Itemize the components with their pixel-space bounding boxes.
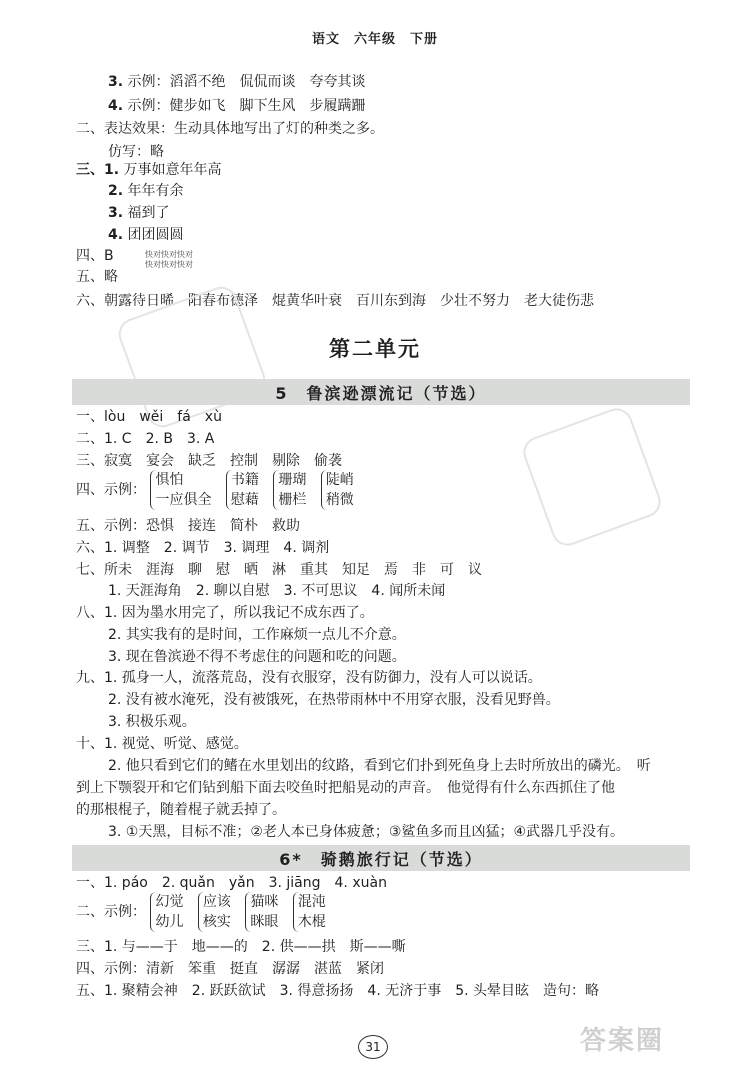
answer-line: 四、示例：清新 笨重 挺直 潺潺 湛蓝 紧闭: [76, 961, 384, 977]
answer-line: 2. 年年有余: [108, 183, 184, 199]
answer-line: 到上下颚裂开和它们钻到船下面去咬鱼时把船晃动的声音。 他觉得有什么东西抓住了他: [76, 780, 615, 796]
answer-line: 三、1. 与——于 地——的 2. 供——拱 斯——嘶: [76, 939, 406, 955]
page-number: 31: [358, 1035, 388, 1059]
word-groups: 四、示例： 惧怕 一应俱全 书籍 慰藉 珊瑚 栅栏 陡峭 稍微: [76, 472, 354, 508]
answer-line: 3. 福到了: [108, 205, 170, 221]
watermark-stamp: [519, 404, 665, 550]
answer-line: 四、B: [76, 248, 114, 264]
answer-line: 3. 积极乐观。: [108, 714, 196, 730]
answer-line: 五、示例：恐惧 接连 简朴 救助: [76, 518, 300, 534]
word-groups: 二、示例： 幻觉 幼儿 应该 核实 猫咪 眯眼 混沌 木棍: [76, 894, 326, 930]
answer-line: 2. 他只看到它们的鳍在水里划出的纹路，看到它们扑到死鱼身上去时所放出的磷光。 听: [108, 758, 651, 774]
lesson-title-banner: 6* 骑鹅旅行记（节选）: [72, 845, 690, 871]
answer-line: 4. 示例：健步如飞 脚下生风 步履蹒跚: [108, 98, 366, 114]
answer-line: 3. 示例：滔滔不绝 侃侃而谈 夸夸其谈: [108, 74, 366, 90]
answer-line: 五、1. 聚精会神 2. 跃跃欲试 3. 得意扬扬 4. 无济于事 5. 头晕目眩 造句：略: [76, 983, 600, 999]
answer-line: 九、1. 孤身一人，流落荒岛，没有衣服穿，没有防御力，没有人可以说话。: [76, 670, 542, 686]
answer-line: 1. 天涯海角 2. 聊以自慰 3. 不可思议 4. 闻所未闻: [108, 583, 446, 599]
answer-line: 一、1. páo 2. quǎn yǎn 3. jiāng 4. xuàn: [76, 875, 387, 891]
answer-line: 七、所未 涯海 聊 慰 晒 淋 重其 知足 焉 非 可 议: [76, 562, 482, 578]
answer-line: 3. ①天黑，目标不准；②老人本已身体疲惫；③鲨鱼多而且凶猛；④武器几乎没有。: [108, 824, 625, 840]
answer-line: 3. 现在鲁滨逊不得不考虑住的问题和吃的问题。: [108, 649, 406, 665]
answer-line: 八、1. 因为墨水用完了，所以我记不成东西了。: [76, 605, 374, 621]
answer-line: 三、寂寞 宴会 缺乏 控制 剔除 偷袭: [76, 453, 342, 469]
answer-line: 三、1. 万事如意年年高: [76, 162, 222, 178]
answer-line: 2. 其实我有的是时间，工作麻烦一点儿不介意。: [108, 627, 406, 643]
answer-line: 2. 没有被水淹死，没有被饿死，在热带雨林中不用穿衣服，没看见野兽。: [108, 692, 560, 708]
page-header: 语文 六年级 下册: [311, 32, 438, 47]
answer-line: 一、lòu wěi fá xù: [76, 409, 222, 425]
answer-line: 六、朝露待日晞 阳春布德泽 焜黄华叶衰 百川东到海 少壮不努力 老大徒伤悲: [76, 293, 594, 309]
lesson-title-banner: 5 鲁滨逊漂流记（节选）: [72, 379, 690, 405]
stamp-text: 快对快对快对 快对快对快对: [145, 250, 193, 269]
answer-line: 的那根棍子，随着棍子就丢掉了。: [76, 802, 286, 818]
unit-title: 第二单元: [329, 337, 421, 361]
answer-line: 十、1. 视觉、听觉、感觉。: [76, 736, 248, 752]
answer-line: 仿写：略: [108, 144, 164, 160]
answer-line: 五、略: [76, 269, 118, 285]
watermark-logo: 答案圈: [580, 1026, 665, 1056]
answer-line: 二、1. C 2. B 3. A: [76, 431, 215, 447]
answer-line: 4. 团团圆圆: [108, 227, 184, 243]
answer-line: 二、表达效果：生动具体地写出了灯的种类之多。: [76, 121, 384, 137]
answer-line: 六、1. 调整 2. 调节 3. 调理 4. 调剂: [76, 540, 330, 556]
